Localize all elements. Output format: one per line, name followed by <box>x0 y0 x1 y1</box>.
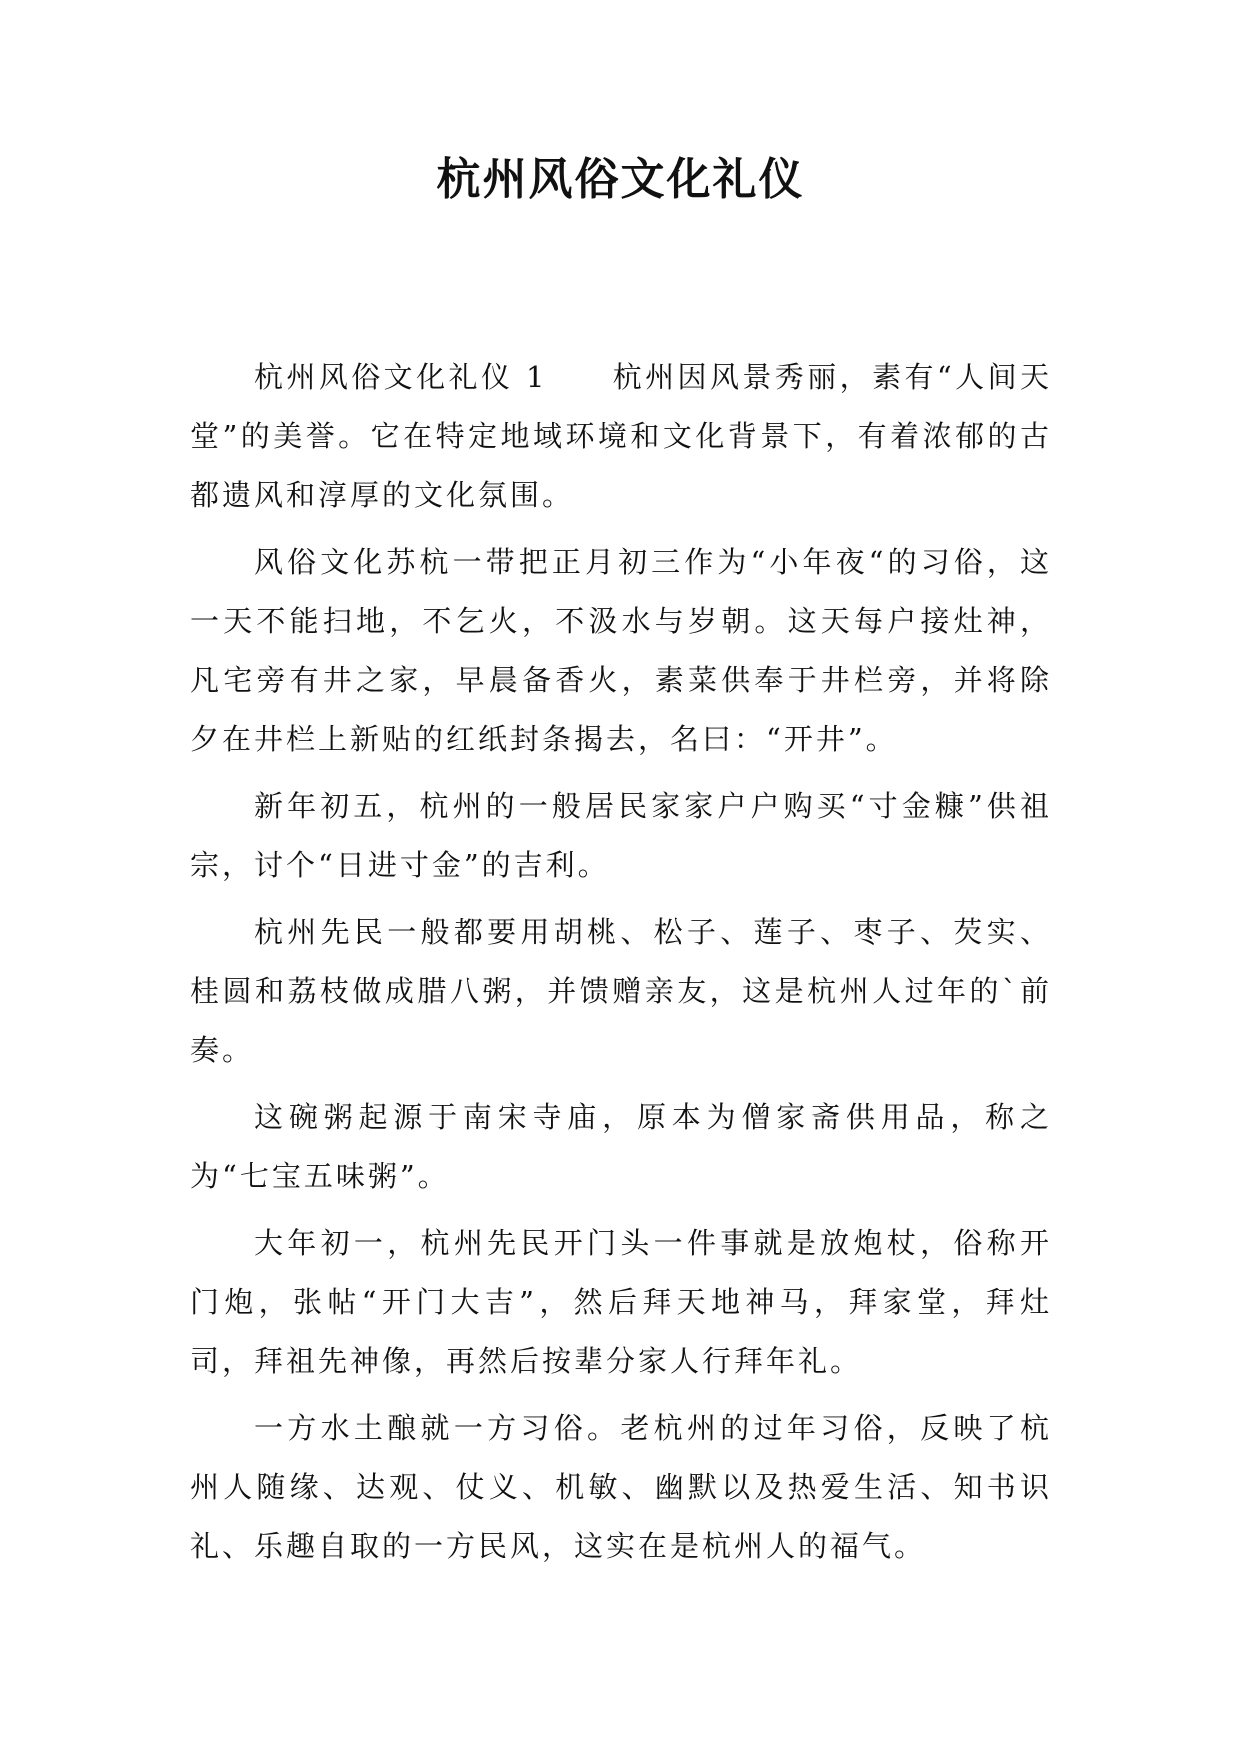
document-body <box>190 348 1052 1584</box>
paragraph-7: 一方水土酿就一方习俗。老杭州的过年习俗，反映了杭州人随缘、达观、仗义、机敏、幽默以及热爱生活、知书识礼、乐趣自取的一方民风，这实在是杭州人的福气。 <box>190 1411 1052 1563</box>
paragraph-4: 杭州先民一般都要用胡桃、松子、莲子、枣子、芡实、桂圆和荔枝做成腊八粥，并馈赠亲友，这是杭州人过年的`前奏。 <box>190 915 1052 1067</box>
paragraph-6: 大年初一，杭州先民开门头一件事就是放炮杖，俗称开门炮，张帖“开门大吉”，然后拜天地神马，拜家堂，拜灶司，拜祖先神像，再然后按辈分家人行拜年礼。 <box>190 1226 1052 1378</box>
paragraph-2: 风俗文化苏杭一带把正月初三作为“小年夜“的习俗，这一天不能扫地，不乞火，不汲水与岁朝。这天每户接灶神，凡宅旁有井之家，早晨备香火，素菜供奉于井栏旁，并将除夕在井栏上新贴的红纸封条揭去，名曰：“开井”。 <box>190 545 1052 756</box>
paragraph-1: 杭州风俗文化礼仪 1 杭州因风景秀丽，素有“人间天堂”的美誉。它在特定地域环境和文化背景下，有着浓郁的古都遗风和淳厚的文化氛围。 <box>190 360 1052 512</box>
paragraph-5: 这碗粥起源于南宋寺庙，原本为僧家斋供用品，称之为“七宝五味粥”。 <box>190 1100 1052 1193</box>
paragraph-3: 新年初五，杭州的一般居民家家户户购买“寸金糠”供祖宗，讨个“日进寸金”的吉利。 <box>190 789 1052 882</box>
document-title: 杭州风俗文化礼仪 <box>436 154 805 205</box>
